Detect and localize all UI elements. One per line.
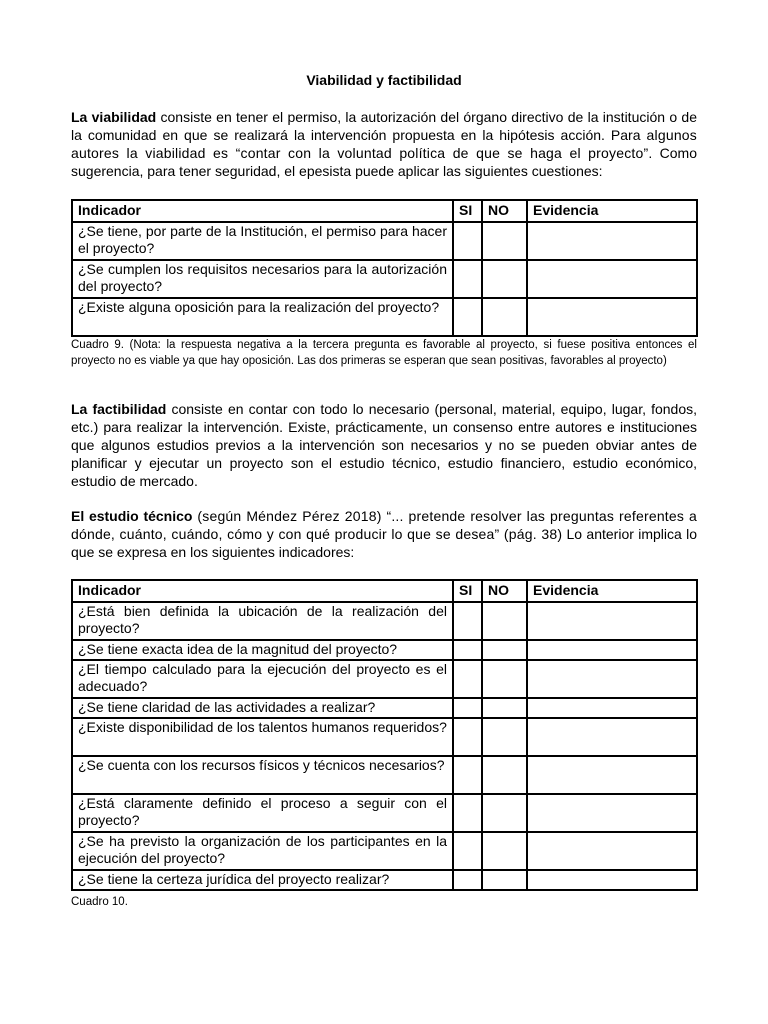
factibilidad-term: La factibilidad — [71, 401, 167, 417]
si-cell[interactable] — [453, 602, 482, 640]
si-cell[interactable] — [453, 660, 482, 698]
indicator-cell: ¿Existe disponibilidad de los talentos humanos requeridos? — [72, 718, 453, 756]
evidencia-cell[interactable] — [527, 794, 697, 832]
indicator-cell: ¿Se tiene la certeza jurídica del proyecto realizar? — [72, 870, 453, 890]
table-row — [72, 718, 697, 756]
si-cell[interactable] — [453, 298, 482, 336]
table-row — [72, 222, 697, 260]
indicator-cell: ¿El tiempo calculado para la ejecución del proyecto es el adecuado? — [72, 660, 453, 698]
indicator-cell: ¿Se tiene exacta idea de la magnitud del proyecto? — [72, 640, 453, 660]
table-row — [72, 260, 697, 298]
evidencia-cell[interactable] — [527, 222, 697, 260]
estudio-tecnico-quote: (según Méndez Pérez 2018) “... pretende resolver las preguntas referentes a dónde, cuánto, cuándo, cómo y con qué producir lo que se desea” (pág. 38) — [71, 508, 697, 542]
table-row — [72, 794, 697, 832]
si-cell[interactable] — [453, 794, 482, 832]
header-si: SI — [453, 200, 482, 222]
si-cell[interactable] — [453, 718, 482, 756]
evidencia-cell[interactable] — [527, 640, 697, 660]
header-no: NO — [482, 580, 527, 602]
viabilidad-term: La viabilidad — [71, 109, 157, 125]
si-cell[interactable] — [453, 756, 482, 794]
viabilidad-text-c: Como sugerencia, para tener seguridad, el epesista puede aplicar las siguientes cuestiones: — [71, 145, 698, 179]
estudio-tecnico-term: El estudio técnico — [71, 508, 193, 524]
si-cell[interactable] — [453, 222, 482, 260]
header-evidencia: Evidencia — [527, 580, 697, 602]
viabilidad-quote: algunos autores la viabilidad es “contar con la voluntad política de que se haga el proyecto”. — [71, 127, 697, 161]
evidencia-cell[interactable] — [527, 832, 697, 870]
no-cell[interactable] — [482, 756, 527, 794]
table-row — [72, 660, 697, 698]
factibilidad-text: consiste en contar con todo lo necesario (personal, material, equipo, lugar, fondos, etc.) para realizar la intervención. Existe, prácticamente, un consenso entre autores e instituciones que algunos estudios previos a la intervención son necesarios y no se pueden obviar antes de planificar y ejecutar un proyecto son el estudio técnico, estudio financiero, estudio económico, estudio de mercado. — [71, 401, 698, 489]
table-row — [72, 602, 697, 640]
no-cell[interactable] — [482, 698, 527, 718]
indicator-cell: ¿Se cumplen los requisitos necesarios para la autorización del proyecto? — [72, 260, 453, 298]
header-evidencia: Evidencia — [527, 200, 697, 222]
no-cell[interactable] — [482, 718, 527, 756]
header-indicador: Indicador — [72, 580, 453, 602]
indicator-cell: ¿Se tiene, por parte de la Institución, el permiso para hacer el proyecto? — [72, 222, 453, 260]
factibilidad-paragraph — [71, 400, 697, 490]
evidencia-cell[interactable] — [527, 660, 697, 698]
evidencia-cell[interactable] — [527, 298, 697, 336]
table-header-row — [72, 580, 697, 602]
table-row — [72, 756, 697, 794]
si-cell[interactable] — [453, 870, 482, 890]
cuadro-9-caption: Cuadro 9. (Nota: la respuesta negativa a la tercera pregunta es favorable al proyecto, si fuese positiva entonces el proyecto no es viable ya que hay oposición. Las dos primeras se esperan que sean positivas, favorables al proyecto) — [71, 339, 697, 367]
si-cell[interactable] — [453, 640, 482, 660]
table-row — [72, 832, 697, 870]
indicator-cell: ¿Está bien definida la ubicación de la realización del proyecto? — [72, 602, 453, 640]
si-cell[interactable] — [453, 832, 482, 870]
estudio-tecnico-text-b: Lo anterior implica lo que se expresa en los siguientes indicadores: — [71, 526, 698, 560]
indicator-cell: ¿Está claramente definido el proceso a seguir con el proyecto? — [72, 794, 453, 832]
no-cell[interactable] — [482, 222, 527, 260]
indicator-cell: ¿Se ha previsto la organización de los participantes en la ejecución del proyecto? — [72, 832, 453, 870]
header-indicador: Indicador — [72, 200, 453, 222]
page-title: Viabilidad y factibilidad — [306, 72, 462, 88]
viabilidad-table — [71, 199, 698, 337]
evidencia-cell[interactable] — [527, 260, 697, 298]
indicator-cell: ¿Se cuenta con los recursos físicos y técnicos necesarios? — [72, 756, 453, 794]
evidencia-cell[interactable] — [527, 718, 697, 756]
estudio-tecnico-table — [71, 579, 698, 891]
no-cell[interactable] — [482, 794, 527, 832]
cuadro-10-caption: Cuadro 10. — [71, 896, 128, 908]
evidencia-cell[interactable] — [527, 698, 697, 718]
estudio-tecnico-paragraph — [71, 507, 697, 561]
header-si: SI — [453, 580, 482, 602]
no-cell[interactable] — [482, 832, 527, 870]
header-no: NO — [482, 200, 527, 222]
viabilidad-paragraph — [71, 108, 697, 180]
si-cell[interactable] — [453, 698, 482, 718]
no-cell[interactable] — [482, 298, 527, 336]
evidencia-cell[interactable] — [527, 756, 697, 794]
table-row — [72, 698, 697, 718]
table-header-row — [72, 200, 697, 222]
table-row — [72, 640, 697, 660]
indicator-cell: ¿Existe alguna oposición para la realización del proyecto? — [72, 298, 453, 336]
evidencia-cell[interactable] — [527, 602, 697, 640]
no-cell[interactable] — [482, 870, 527, 890]
evidencia-cell[interactable] — [527, 870, 697, 890]
no-cell[interactable] — [482, 660, 527, 698]
indicator-cell: ¿Se tiene claridad de las actividades a realizar? — [72, 698, 453, 718]
no-cell[interactable] — [482, 260, 527, 298]
table-row — [72, 870, 697, 890]
viabilidad-text-a: consiste en tener el permiso, la autorización del órgano directivo de la institución o de la comunidad en que se realizará la intervención propuesta en la hipótesis acción. Para — [71, 109, 697, 143]
no-cell[interactable] — [482, 640, 527, 660]
si-cell[interactable] — [453, 260, 482, 298]
table-row — [72, 298, 697, 336]
no-cell[interactable] — [482, 602, 527, 640]
